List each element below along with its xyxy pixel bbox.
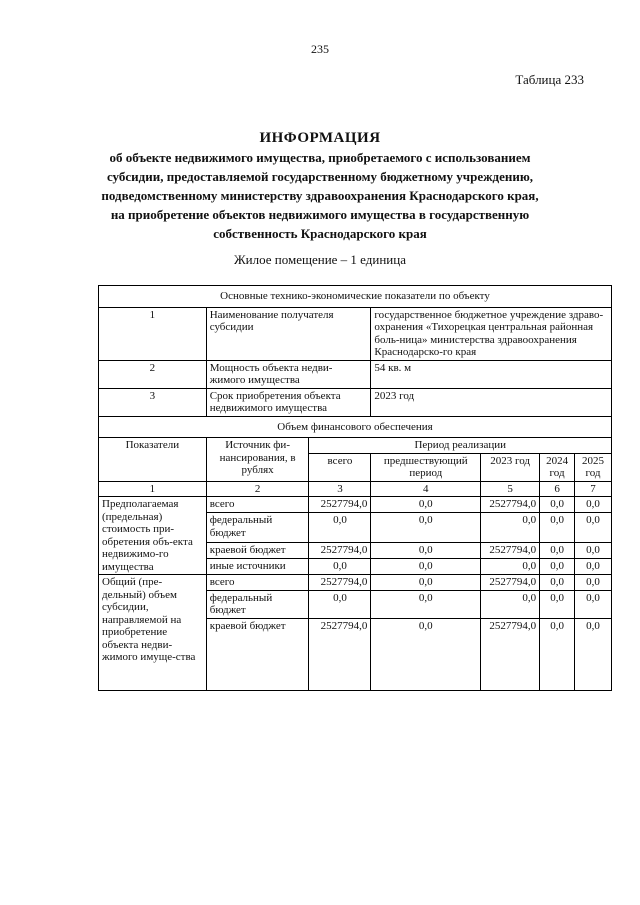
value-cell: 0,0 bbox=[540, 590, 575, 618]
value-cell: 0,0 bbox=[371, 590, 481, 618]
column-number: 5 bbox=[481, 481, 540, 497]
value-cell: 0,0 bbox=[371, 618, 481, 690]
row-value: 2023 год bbox=[371, 388, 612, 416]
row-value: государственное бюджетное учреждение здраво-охранения «Тихорецкая центральная районная боль-ница» министерства здравоохранения Краснодарско-го края bbox=[371, 307, 612, 360]
value-cell: 0,0 bbox=[481, 558, 540, 574]
source-cell: краевой бюджет bbox=[206, 618, 309, 690]
value-cell: 0,0 bbox=[540, 542, 575, 558]
table-number: Таблица 233 bbox=[515, 72, 584, 87]
column-header: Период реализации bbox=[309, 438, 612, 454]
group-label: Предполагаемая (предельная) стоимость при-обретения объ-екта недвижимо-го имущества bbox=[99, 497, 207, 575]
column-number: 7 bbox=[575, 481, 612, 497]
value-cell: 0,0 bbox=[575, 497, 612, 513]
column-header: Показатели bbox=[99, 438, 207, 482]
value-cell: 0,0 bbox=[540, 558, 575, 574]
value-cell: 0,0 bbox=[371, 497, 481, 513]
value-cell: 2527794,0 bbox=[481, 497, 540, 513]
value-cell: 0,0 bbox=[371, 542, 481, 558]
table-row bbox=[99, 575, 612, 591]
value-cell: 0,0 bbox=[540, 513, 575, 542]
title-heading: ИНФОРМАЦИЯ bbox=[259, 130, 381, 146]
title-line: на приобретение объектов недвижимого имущества в государственную bbox=[110, 207, 530, 222]
table-row bbox=[99, 388, 612, 416]
row-number: 3 bbox=[99, 388, 207, 416]
value-cell: 2527794,0 bbox=[309, 542, 371, 558]
title-line: субсидии, предоставляемой государственному бюджетному учреждению, bbox=[106, 169, 534, 184]
column-number: 1 bbox=[99, 481, 207, 497]
value-cell: 2527794,0 bbox=[481, 575, 540, 591]
row-label: Срок приобретения объекта недвижимого имущества bbox=[206, 388, 371, 416]
column-header: 2025 год bbox=[575, 453, 612, 481]
value-cell: 0,0 bbox=[575, 542, 612, 558]
value-cell: 0,0 bbox=[481, 513, 540, 542]
document-subtitle: Жилое помещение – 1 единица bbox=[233, 252, 406, 267]
row-label: Мощность объекта недви-жимого имущества bbox=[206, 360, 371, 388]
title-line: подведомственному министерству здравоохранения Краснодарского края, bbox=[101, 188, 539, 203]
table-row bbox=[99, 307, 612, 360]
row-label: Наименование получателя субсидии bbox=[206, 307, 371, 360]
row-number: 2 bbox=[99, 360, 207, 388]
table-row bbox=[99, 497, 612, 513]
column-header: Источник фи-нансирования, в рублях bbox=[206, 438, 309, 482]
row-number: 1 bbox=[99, 307, 207, 360]
column-number: 4 bbox=[371, 481, 481, 497]
value-cell: 0,0 bbox=[540, 497, 575, 513]
value-cell: 0,0 bbox=[309, 558, 371, 574]
page-number: 235 bbox=[311, 42, 329, 56]
value-cell: 0,0 bbox=[371, 575, 481, 591]
value-cell: 0,0 bbox=[540, 575, 575, 591]
value-cell: 2527794,0 bbox=[309, 575, 371, 591]
title-line: собственность Краснодарского края bbox=[213, 226, 427, 241]
value-cell: 0,0 bbox=[575, 575, 612, 591]
column-header: 2024 год bbox=[540, 453, 575, 481]
value-cell: 0,0 bbox=[371, 558, 481, 574]
value-cell: 2527794,0 bbox=[309, 618, 371, 690]
source-cell: краевой бюджет bbox=[206, 542, 309, 558]
value-cell: 0,0 bbox=[481, 590, 540, 618]
row-value: 54 кв. м bbox=[371, 360, 612, 388]
source-cell: федеральный бюджет bbox=[206, 513, 309, 542]
source-cell: всего bbox=[206, 497, 309, 513]
column-number: 6 bbox=[540, 481, 575, 497]
section-header-tech: Основные технико-экономические показатели по объекту bbox=[99, 286, 612, 308]
value-cell: 0,0 bbox=[309, 513, 371, 542]
value-cell: 2527794,0 bbox=[481, 618, 540, 690]
value-cell: 2527794,0 bbox=[309, 497, 371, 513]
value-cell: 0,0 bbox=[575, 618, 612, 690]
group-label: Общий (пре-дельный) объем субсидии, направляемой на приобретение объекта недви-жимого имуще-ства bbox=[99, 575, 207, 691]
column-number: 3 bbox=[309, 481, 371, 497]
column-number: 2 bbox=[206, 481, 309, 497]
column-header: 2023 год bbox=[481, 453, 540, 481]
value-cell: 2527794,0 bbox=[481, 542, 540, 558]
source-cell: иные источники bbox=[206, 558, 309, 574]
value-cell: 0,0 bbox=[540, 618, 575, 690]
source-cell: всего bbox=[206, 575, 309, 591]
source-cell: федеральный бюджет bbox=[206, 590, 309, 618]
table-row bbox=[99, 360, 612, 388]
info-table bbox=[98, 285, 612, 691]
document-title bbox=[60, 130, 580, 242]
value-cell: 0,0 bbox=[371, 513, 481, 542]
value-cell: 0,0 bbox=[575, 558, 612, 574]
column-header: предшествующий период bbox=[371, 453, 481, 481]
value-cell: 0,0 bbox=[575, 513, 612, 542]
value-cell: 0,0 bbox=[575, 590, 612, 618]
value-cell: 0,0 bbox=[309, 590, 371, 618]
title-line: об объекте недвижимого имущества, приобретаемого с использованием bbox=[109, 150, 531, 165]
column-header: всего bbox=[309, 453, 371, 481]
section-header-finance: Объем финансового обеспечения bbox=[99, 416, 612, 438]
